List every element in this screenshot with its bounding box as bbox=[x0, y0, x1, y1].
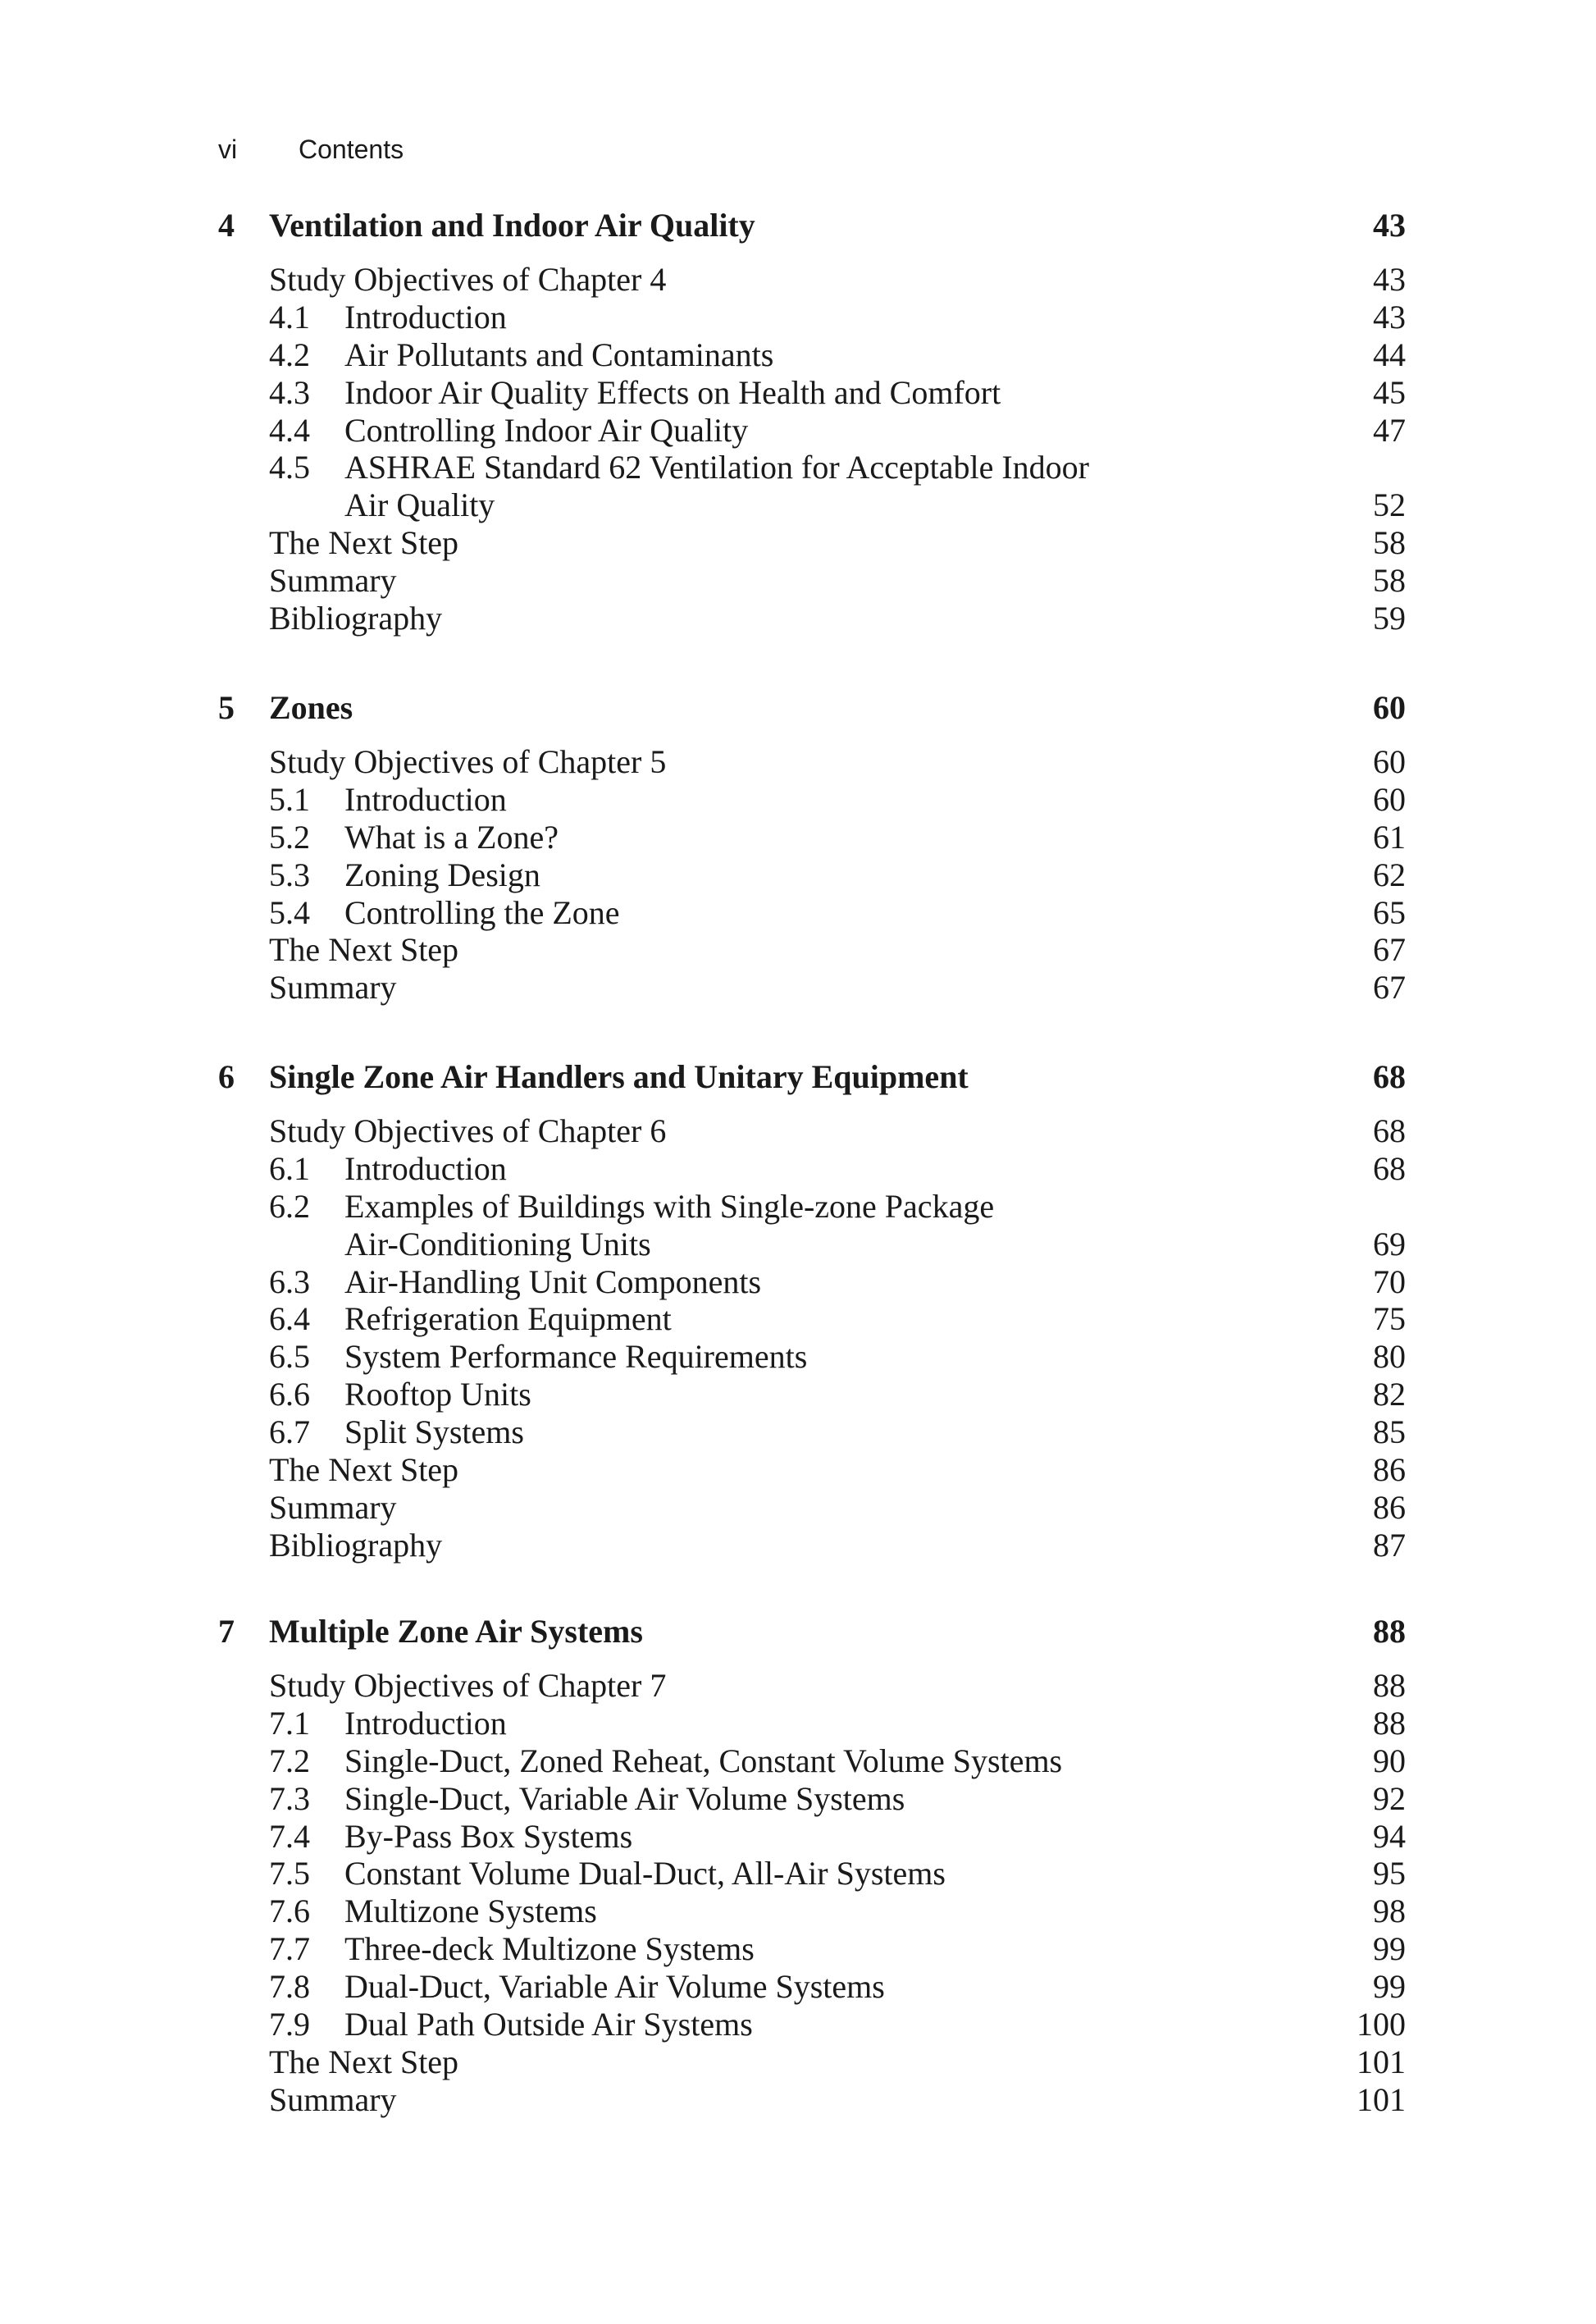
section-page: 69 bbox=[1373, 1225, 1406, 1262]
entry-list bbox=[218, 261, 1406, 637]
section-title: Single-Duct, Variable Air Volume Systems bbox=[344, 1779, 905, 1817]
toc-entry[interactable] bbox=[218, 261, 1406, 299]
toc-entry[interactable] bbox=[218, 1527, 1406, 1564]
section-page: 61 bbox=[1373, 818, 1406, 856]
chapter-heading[interactable] bbox=[218, 207, 1406, 244]
section-title: Summary bbox=[269, 1488, 397, 1526]
section-page: 68 bbox=[1373, 1149, 1406, 1187]
section-number: 4.1 bbox=[269, 298, 310, 336]
toc-entry[interactable] bbox=[218, 1489, 1406, 1527]
toc-entry[interactable] bbox=[218, 449, 1406, 486]
toc-entry[interactable] bbox=[218, 931, 1406, 969]
section-page: 75 bbox=[1373, 1300, 1406, 1338]
section-number: 4.5 bbox=[269, 449, 310, 486]
section-page: 60 bbox=[1373, 743, 1406, 780]
toc-entry[interactable] bbox=[218, 1930, 1406, 1968]
toc-entry[interactable] bbox=[218, 2043, 1406, 2081]
section-number: 5.3 bbox=[269, 856, 310, 893]
section-page: 87 bbox=[1373, 1526, 1406, 1564]
section-title: Study Objectives of Chapter 6 bbox=[269, 1112, 667, 1149]
section-title: Introduction bbox=[344, 298, 507, 336]
section-title: The Next Step bbox=[269, 931, 459, 969]
section-title: Summary bbox=[269, 2080, 397, 2118]
section-title: ASHRAE Standard 62 Ventilation for Acceptable Indoor bbox=[344, 449, 1089, 486]
toc-entry[interactable] bbox=[218, 1818, 1406, 1856]
section-title: Study Objectives of Chapter 5 bbox=[269, 743, 667, 780]
toc-entry[interactable] bbox=[218, 1112, 1406, 1150]
section-number: 7.6 bbox=[269, 1893, 310, 1930]
section-page: 43 bbox=[1373, 261, 1406, 298]
toc-entry[interactable] bbox=[218, 1893, 1406, 1930]
section-page: 65 bbox=[1373, 893, 1406, 931]
toc-entry[interactable] bbox=[218, 1263, 1406, 1301]
section-number: 7.4 bbox=[269, 1817, 310, 1855]
section-number: 4.3 bbox=[269, 373, 310, 411]
toc-entry[interactable] bbox=[218, 412, 1406, 450]
section-page: 80 bbox=[1373, 1338, 1406, 1376]
section-number: 6.6 bbox=[269, 1376, 310, 1413]
toc-entry[interactable] bbox=[218, 562, 1406, 600]
section-page: 58 bbox=[1373, 562, 1406, 600]
toc-entry[interactable] bbox=[218, 374, 1406, 412]
entry-list bbox=[218, 743, 1406, 1007]
toc-entry[interactable] bbox=[218, 1968, 1406, 2006]
chapter-number: 6 bbox=[218, 1058, 235, 1095]
section-title: Examples of Buildings with Single-zone Package bbox=[344, 1187, 995, 1225]
section-page: 70 bbox=[1373, 1262, 1406, 1300]
section-title: The Next Step bbox=[269, 1451, 459, 1489]
toc-entry[interactable] bbox=[218, 1188, 1406, 1226]
chapter-heading[interactable] bbox=[218, 1058, 1406, 1096]
toc-entry[interactable] bbox=[218, 856, 1406, 894]
section-page: 101 bbox=[1357, 2043, 1406, 2080]
section-number: 7.5 bbox=[269, 1855, 310, 1893]
section-page: 92 bbox=[1373, 1779, 1406, 1817]
section-page: 52 bbox=[1373, 486, 1406, 524]
section-title: Introduction bbox=[344, 1149, 507, 1187]
toc-entry[interactable] bbox=[218, 1742, 1406, 1780]
toc-entry[interactable] bbox=[218, 1376, 1406, 1413]
section-number: 6.1 bbox=[269, 1149, 310, 1187]
section-title: Dual Path Outside Air Systems bbox=[344, 2006, 753, 2043]
section-number: 6.3 bbox=[269, 1262, 310, 1300]
section-title: System Performance Requirements bbox=[344, 1338, 808, 1376]
section-title: Split Systems bbox=[344, 1413, 524, 1451]
section-title: The Next Step bbox=[269, 2043, 459, 2080]
chapter-title: Multiple Zone Air Systems bbox=[269, 1613, 643, 1650]
section-title: Study Objectives of Chapter 4 bbox=[269, 261, 667, 298]
toc-entry[interactable] bbox=[218, 894, 1406, 932]
section-title: Dual-Duct, Variable Air Volume Systems bbox=[344, 1968, 885, 2006]
section-page: 99 bbox=[1373, 1968, 1406, 2006]
section-page: 58 bbox=[1373, 524, 1406, 562]
section-page: 85 bbox=[1373, 1413, 1406, 1451]
section-number: 6.5 bbox=[269, 1338, 310, 1376]
section-page: 62 bbox=[1373, 856, 1406, 893]
section-page: 101 bbox=[1357, 2080, 1406, 2118]
section-number: 6.7 bbox=[269, 1413, 310, 1451]
section-title: What is a Zone? bbox=[344, 818, 559, 856]
section-page: 99 bbox=[1373, 1930, 1406, 1968]
toc-entry[interactable] bbox=[218, 2081, 1406, 2119]
toc-entry[interactable] bbox=[218, 1338, 1406, 1376]
section-page: 67 bbox=[1373, 969, 1406, 1007]
toc-entry[interactable] bbox=[218, 969, 1406, 1007]
section-page: 88 bbox=[1373, 1704, 1406, 1742]
chapter-section bbox=[218, 207, 1406, 637]
running-title: Contents bbox=[299, 135, 404, 164]
section-number: 7.9 bbox=[269, 2006, 310, 2043]
chapter-number: 5 bbox=[218, 689, 235, 726]
section-number: 4.4 bbox=[269, 411, 310, 449]
section-page: 67 bbox=[1373, 931, 1406, 969]
section-title: Multizone Systems bbox=[344, 1893, 597, 1930]
section-page: 68 bbox=[1373, 1112, 1406, 1149]
section-title: Constant Volume Dual-Duct, All-Air Systems bbox=[344, 1855, 946, 1893]
section-number: 5.2 bbox=[269, 818, 310, 856]
section-title: Introduction bbox=[344, 1704, 507, 1742]
page-number: vi bbox=[218, 135, 238, 164]
toc-entry[interactable] bbox=[218, 299, 1406, 336]
chapter-title: Single Zone Air Handlers and Unitary Equipment bbox=[269, 1058, 969, 1095]
chapter-title: Zones bbox=[269, 689, 353, 726]
section-page: 95 bbox=[1373, 1855, 1406, 1893]
chapter-heading[interactable] bbox=[218, 1613, 1406, 1651]
section-number: 6.2 bbox=[269, 1187, 310, 1225]
toc-entry[interactable] bbox=[218, 1226, 1406, 1263]
section-page: 98 bbox=[1373, 1893, 1406, 1930]
section-page: 88 bbox=[1373, 1667, 1406, 1704]
section-title: The Next Step bbox=[269, 524, 459, 562]
section-title: Three-deck Multizone Systems bbox=[344, 1930, 755, 1968]
toc-entry[interactable] bbox=[218, 743, 1406, 781]
section-page: 60 bbox=[1373, 780, 1406, 818]
toc-entry[interactable] bbox=[218, 524, 1406, 562]
chapter-page: 68 bbox=[1373, 1058, 1406, 1095]
section-page: 44 bbox=[1373, 336, 1406, 373]
toc-entry[interactable] bbox=[218, 336, 1406, 374]
toc-entry[interactable] bbox=[218, 1150, 1406, 1188]
toc-entry[interactable] bbox=[218, 1705, 1406, 1742]
toc-entry[interactable] bbox=[218, 781, 1406, 819]
section-title: By-Pass Box Systems bbox=[344, 1817, 633, 1855]
chapter-page: 43 bbox=[1373, 207, 1406, 244]
section-page: 94 bbox=[1373, 1817, 1406, 1855]
chapter-section bbox=[218, 1058, 1406, 1564]
section-title: Zoning Design bbox=[344, 856, 540, 893]
section-title: Air-Handling Unit Components bbox=[344, 1262, 762, 1300]
section-number: 7.3 bbox=[269, 1779, 310, 1817]
section-page: 82 bbox=[1373, 1376, 1406, 1413]
toc-entry[interactable] bbox=[218, 1300, 1406, 1338]
section-title-continued: Air Quality bbox=[344, 486, 495, 524]
chapter-heading[interactable] bbox=[218, 689, 1406, 727]
section-number: 7.2 bbox=[269, 1742, 310, 1779]
section-page: 47 bbox=[1373, 411, 1406, 449]
section-title: Summary bbox=[269, 969, 397, 1007]
section-title: Air Pollutants and Contaminants bbox=[344, 336, 774, 373]
section-page: 59 bbox=[1373, 600, 1406, 637]
section-title: Bibliography bbox=[269, 600, 443, 637]
toc-entry[interactable] bbox=[218, 1667, 1406, 1705]
section-number: 7.7 bbox=[269, 1930, 310, 1968]
section-title: Summary bbox=[269, 562, 397, 600]
chapter-section bbox=[218, 689, 1406, 1007]
chapter-title: Ventilation and Indoor Air Quality bbox=[269, 207, 755, 244]
chapter-number: 7 bbox=[218, 1613, 235, 1650]
section-page: 100 bbox=[1357, 2006, 1406, 2043]
section-title: Rooftop Units bbox=[344, 1376, 531, 1413]
section-number: 7.1 bbox=[269, 1704, 310, 1742]
section-page: 45 bbox=[1373, 373, 1406, 411]
section-title: Refrigeration Equipment bbox=[344, 1300, 672, 1338]
section-number: 5.4 bbox=[269, 893, 310, 931]
section-page: 86 bbox=[1373, 1451, 1406, 1489]
section-page: 43 bbox=[1373, 298, 1406, 336]
chapter-page: 60 bbox=[1373, 689, 1406, 726]
section-title: Bibliography bbox=[269, 1526, 443, 1564]
section-title: Single-Duct, Zoned Reheat, Constant Volume Systems bbox=[344, 1742, 1063, 1779]
chapter-page: 88 bbox=[1373, 1613, 1406, 1650]
section-title: Indoor Air Quality Effects on Health and Comfort bbox=[344, 373, 1001, 411]
toc-entry[interactable] bbox=[218, 486, 1406, 524]
toc-entry[interactable] bbox=[218, 819, 1406, 856]
section-title: Study Objectives of Chapter 7 bbox=[269, 1667, 667, 1704]
section-page: 90 bbox=[1373, 1742, 1406, 1779]
entry-list bbox=[218, 1112, 1406, 1564]
section-title: Introduction bbox=[344, 780, 507, 818]
toc-entry[interactable] bbox=[218, 2006, 1406, 2043]
section-title-continued: Air-Conditioning Units bbox=[344, 1225, 651, 1262]
section-number: 7.8 bbox=[269, 1968, 310, 2006]
section-page: 86 bbox=[1373, 1488, 1406, 1526]
toc-entry[interactable] bbox=[218, 600, 1406, 637]
section-title: Controlling the Zone bbox=[344, 893, 620, 931]
section-number: 6.4 bbox=[269, 1300, 310, 1338]
section-number: 5.1 bbox=[269, 780, 310, 818]
section-title: Controlling Indoor Air Quality bbox=[344, 411, 749, 449]
entry-list bbox=[218, 1667, 1406, 2119]
toc-entry[interactable] bbox=[218, 1855, 1406, 1893]
toc-entry[interactable] bbox=[218, 1780, 1406, 1818]
chapter-number: 4 bbox=[218, 207, 235, 244]
toc-entry[interactable] bbox=[218, 1451, 1406, 1489]
chapter-section bbox=[218, 1613, 1406, 2119]
running-head bbox=[218, 133, 404, 166]
section-number: 4.2 bbox=[269, 336, 310, 373]
toc-entry[interactable] bbox=[218, 1413, 1406, 1451]
